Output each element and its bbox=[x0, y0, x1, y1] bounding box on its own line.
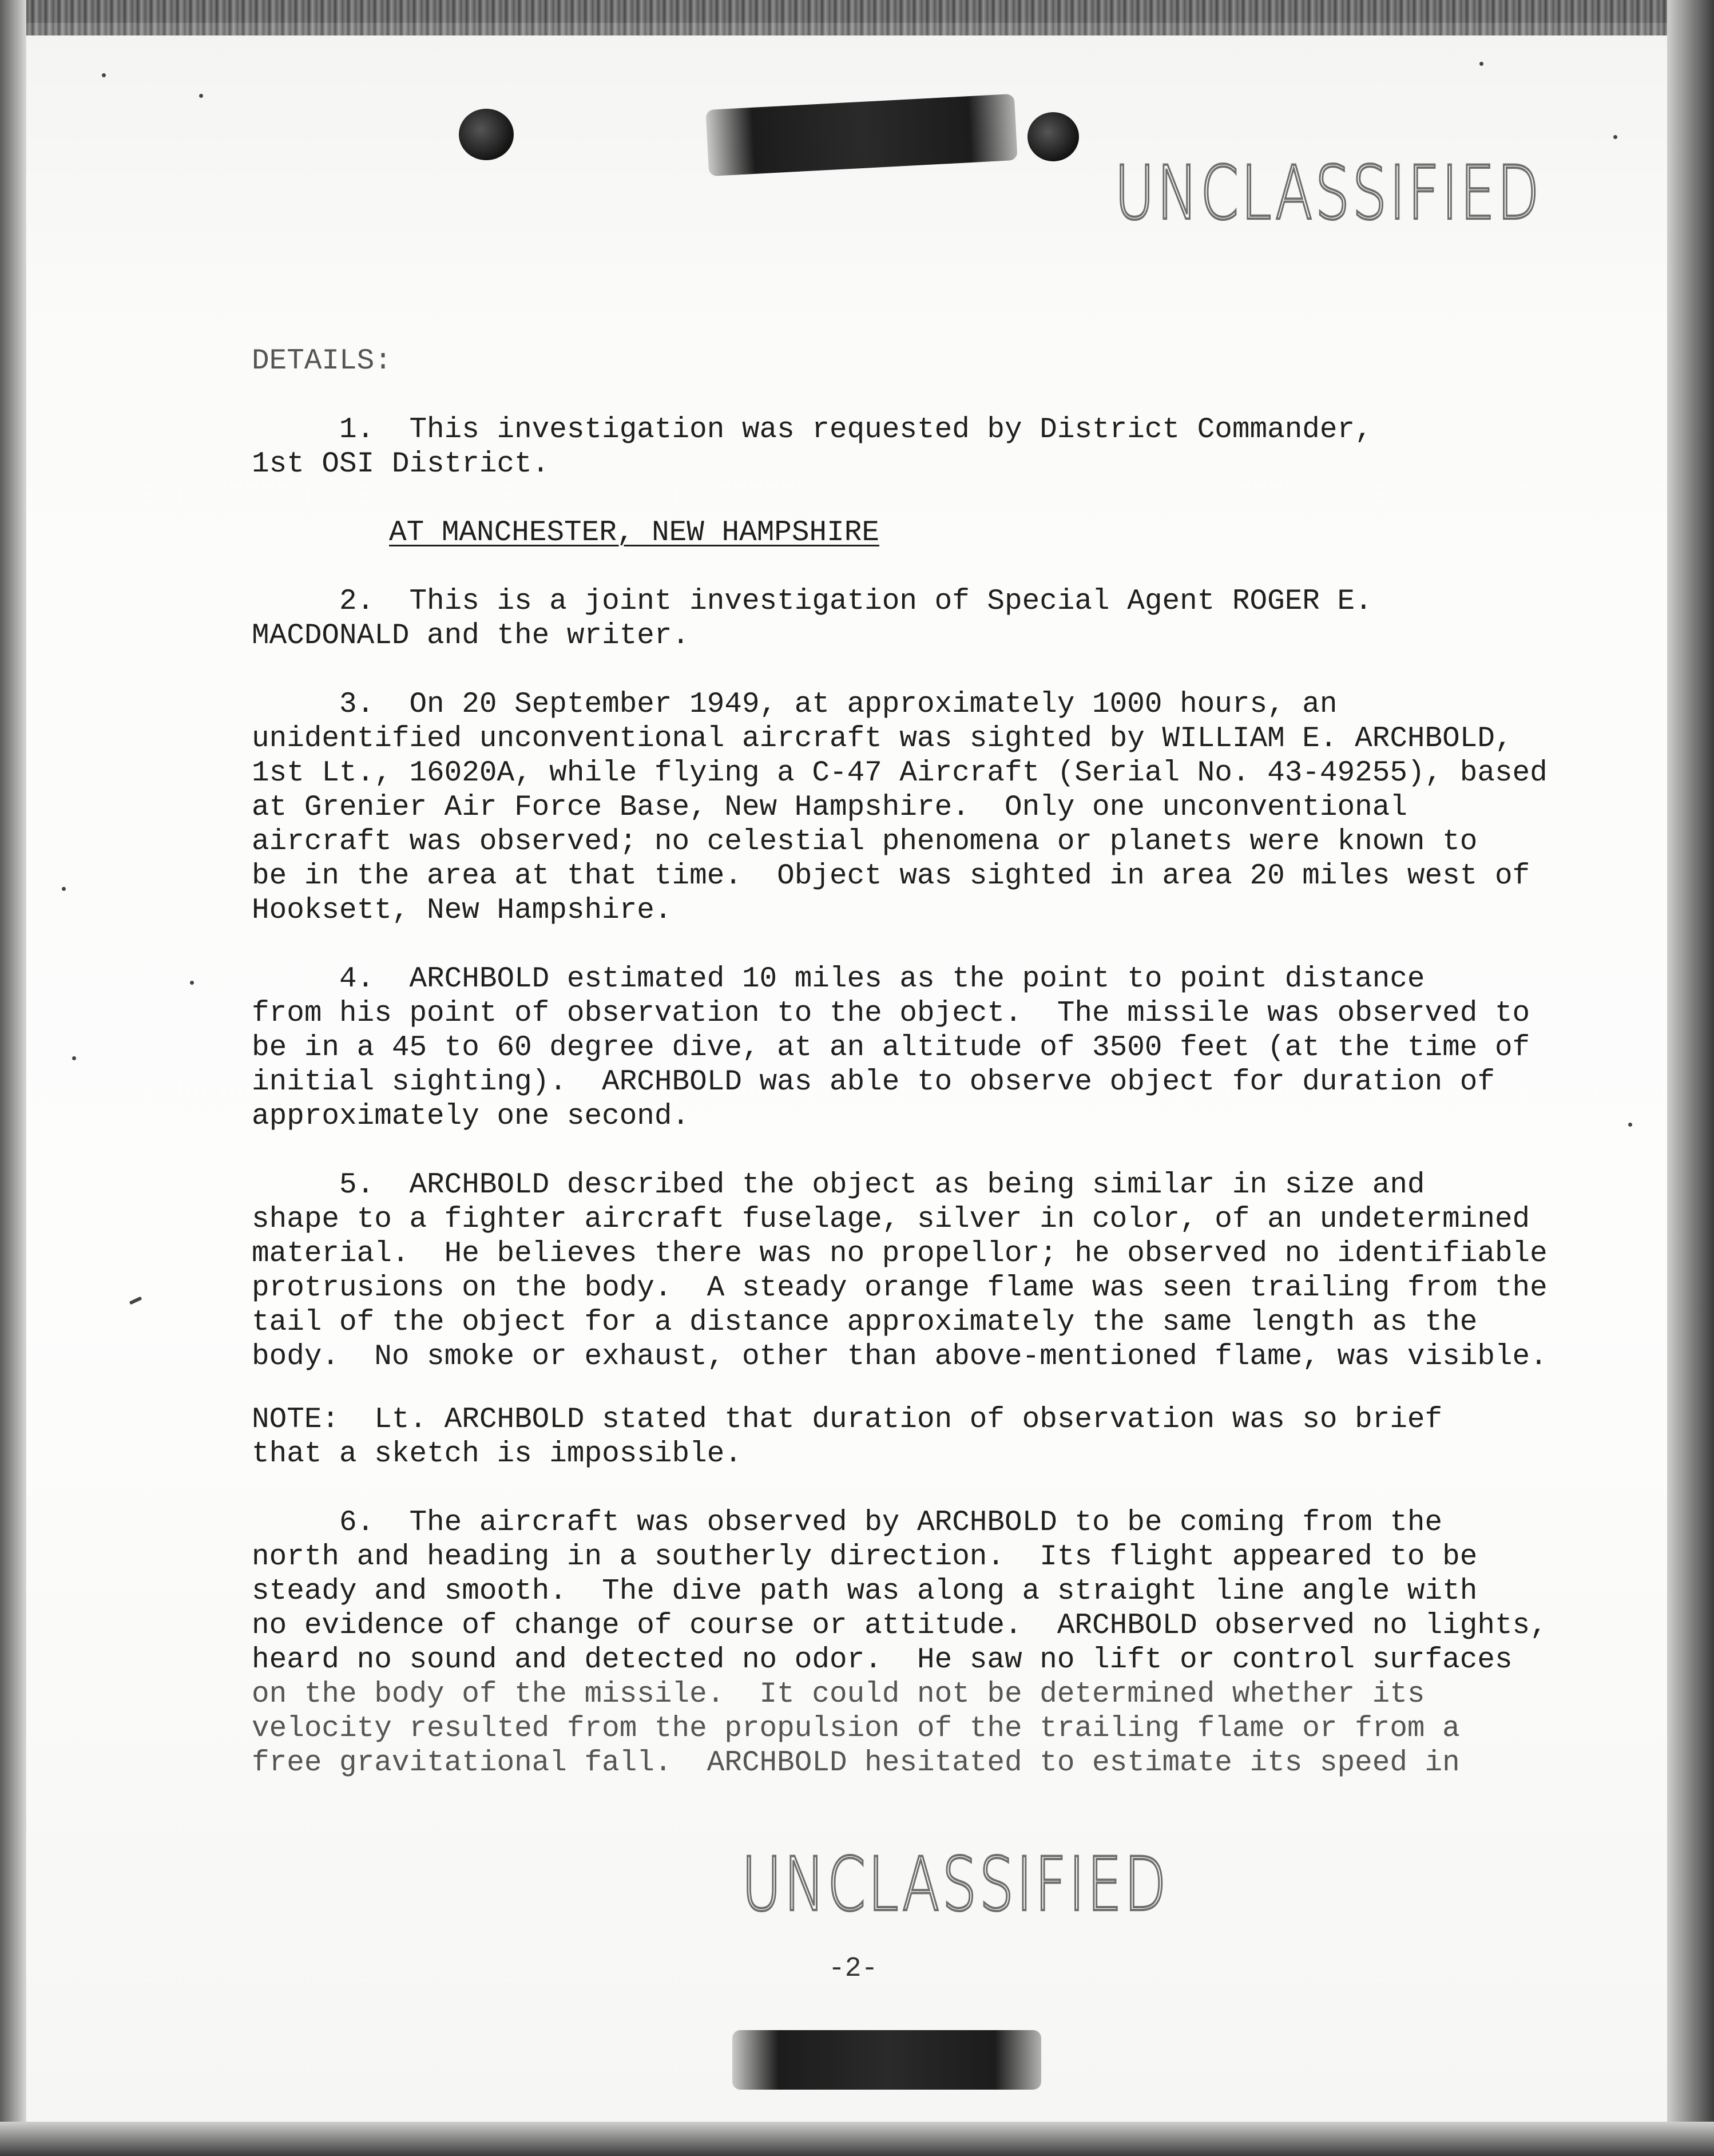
text-line: steady and smooth. The dive path was along a straight line angle with bbox=[252, 1575, 1478, 1608]
text-line: material. He believes there was no propellor; he observed no identifiable bbox=[252, 1238, 1548, 1270]
text-line: 5. ARCHBOLD described the object as being similar in size and bbox=[252, 1169, 1425, 1202]
text-line: from his point of observation to the object. The missile was observed to bbox=[252, 997, 1530, 1030]
text-line: unidentified unconventional aircraft was sighted by WILLIAM E. ARCHBOLD, bbox=[252, 723, 1513, 755]
text-line: 6. The aircraft was observed by ARCHBOLD to be coming from the bbox=[252, 1507, 1443, 1539]
speck bbox=[1628, 1123, 1632, 1127]
punch-hole-right bbox=[1027, 112, 1079, 161]
speck bbox=[72, 1056, 76, 1060]
scan-left-edge bbox=[0, 0, 26, 2156]
classification-stamp-top: UNCLASSIFIED bbox=[1114, 150, 1542, 237]
classification-stamp-bottom: UNCLASSIFIED bbox=[741, 1841, 1169, 1928]
section-heading: AT MANCHESTER, NEW HAMPSHIRE bbox=[389, 517, 879, 549]
text-line: MACDONALD and the writer. bbox=[252, 620, 690, 652]
text-line: initial sighting). ARCHBOLD was able to observe object for duration of bbox=[252, 1066, 1495, 1099]
text-line: be in the area at that time. Object was sighted in area 20 miles west of bbox=[252, 860, 1530, 893]
text-line: be in a 45 to 60 degree dive, at an altitude of 3500 feet (at the time of bbox=[252, 1032, 1530, 1064]
scan-bottom-edge bbox=[0, 2122, 1714, 2156]
speck bbox=[1613, 135, 1617, 139]
text-line: velocity resulted from the propulsion of the trailing flame or from a bbox=[252, 1713, 1460, 1745]
speck bbox=[102, 73, 106, 77]
scan-right-edge bbox=[1667, 0, 1714, 2156]
text-line: NOTE: Lt. ARCHBOLD stated that duration of observation was so brief bbox=[252, 1404, 1443, 1436]
speck bbox=[62, 887, 66, 891]
text-line: 1st Lt., 16020A, while flying a C-47 Aircraft (Serial No. 43-49255), based bbox=[252, 757, 1548, 790]
speck bbox=[1479, 62, 1483, 66]
text-line: 4. ARCHBOLD estimated 10 miles as the point to point distance bbox=[252, 963, 1425, 996]
text-line: no evidence of change of course or attitude. ARCHBOLD observed no lights, bbox=[252, 1610, 1548, 1642]
page-number: -2- bbox=[828, 1953, 878, 1984]
text-line: on the body of the missile. It could not be determined whether its bbox=[252, 1678, 1425, 1711]
text-line: tail of the object for a distance approximately the same length as the bbox=[252, 1306, 1478, 1339]
text-line: at Grenier Air Force Base, New Hampshire. Only one unconventional bbox=[252, 791, 1407, 824]
scan-top-edge bbox=[0, 0, 1714, 35]
speck bbox=[199, 94, 203, 98]
text-line: approximately one second. bbox=[252, 1100, 690, 1133]
fastener-smudge-bottom bbox=[732, 2030, 1041, 2090]
text-line: 1st OSI District. bbox=[252, 448, 550, 481]
text-line: 3. On 20 September 1949, at approximately 1000 hours, an bbox=[252, 688, 1338, 721]
text-line: 1. This investigation was requested by District Commander, bbox=[252, 414, 1372, 446]
text-line: north and heading in a southerly direction. Its flight appeared to be bbox=[252, 1541, 1478, 1574]
text-line: shape to a fighter aircraft fuselage, silver in color, of an undetermined bbox=[252, 1203, 1530, 1236]
punch-hole-left bbox=[459, 109, 514, 160]
details-label: DETAILS: bbox=[252, 345, 392, 378]
text-line: 2. This is a joint investigation of Special Agent ROGER E. bbox=[252, 585, 1372, 618]
text-line: free gravitational fall. ARCHBOLD hesitated to estimate its speed in bbox=[252, 1747, 1460, 1780]
text-line: Hooksett, New Hampshire. bbox=[252, 894, 672, 927]
text-line: protrusions on the body. A steady orange flame was seen trailing from the bbox=[252, 1272, 1548, 1305]
speck bbox=[190, 981, 194, 985]
text-line: that a sketch is impossible. bbox=[252, 1438, 742, 1471]
text-line: heard no sound and detected no odor. He saw no lift or control surfaces bbox=[252, 1644, 1513, 1677]
text-line: aircraft was observed; no celestial phenomena or planets were known to bbox=[252, 826, 1478, 858]
text-line: body. No smoke or exhaust, other than above-mentioned flame, was visible. bbox=[252, 1341, 1548, 1373]
